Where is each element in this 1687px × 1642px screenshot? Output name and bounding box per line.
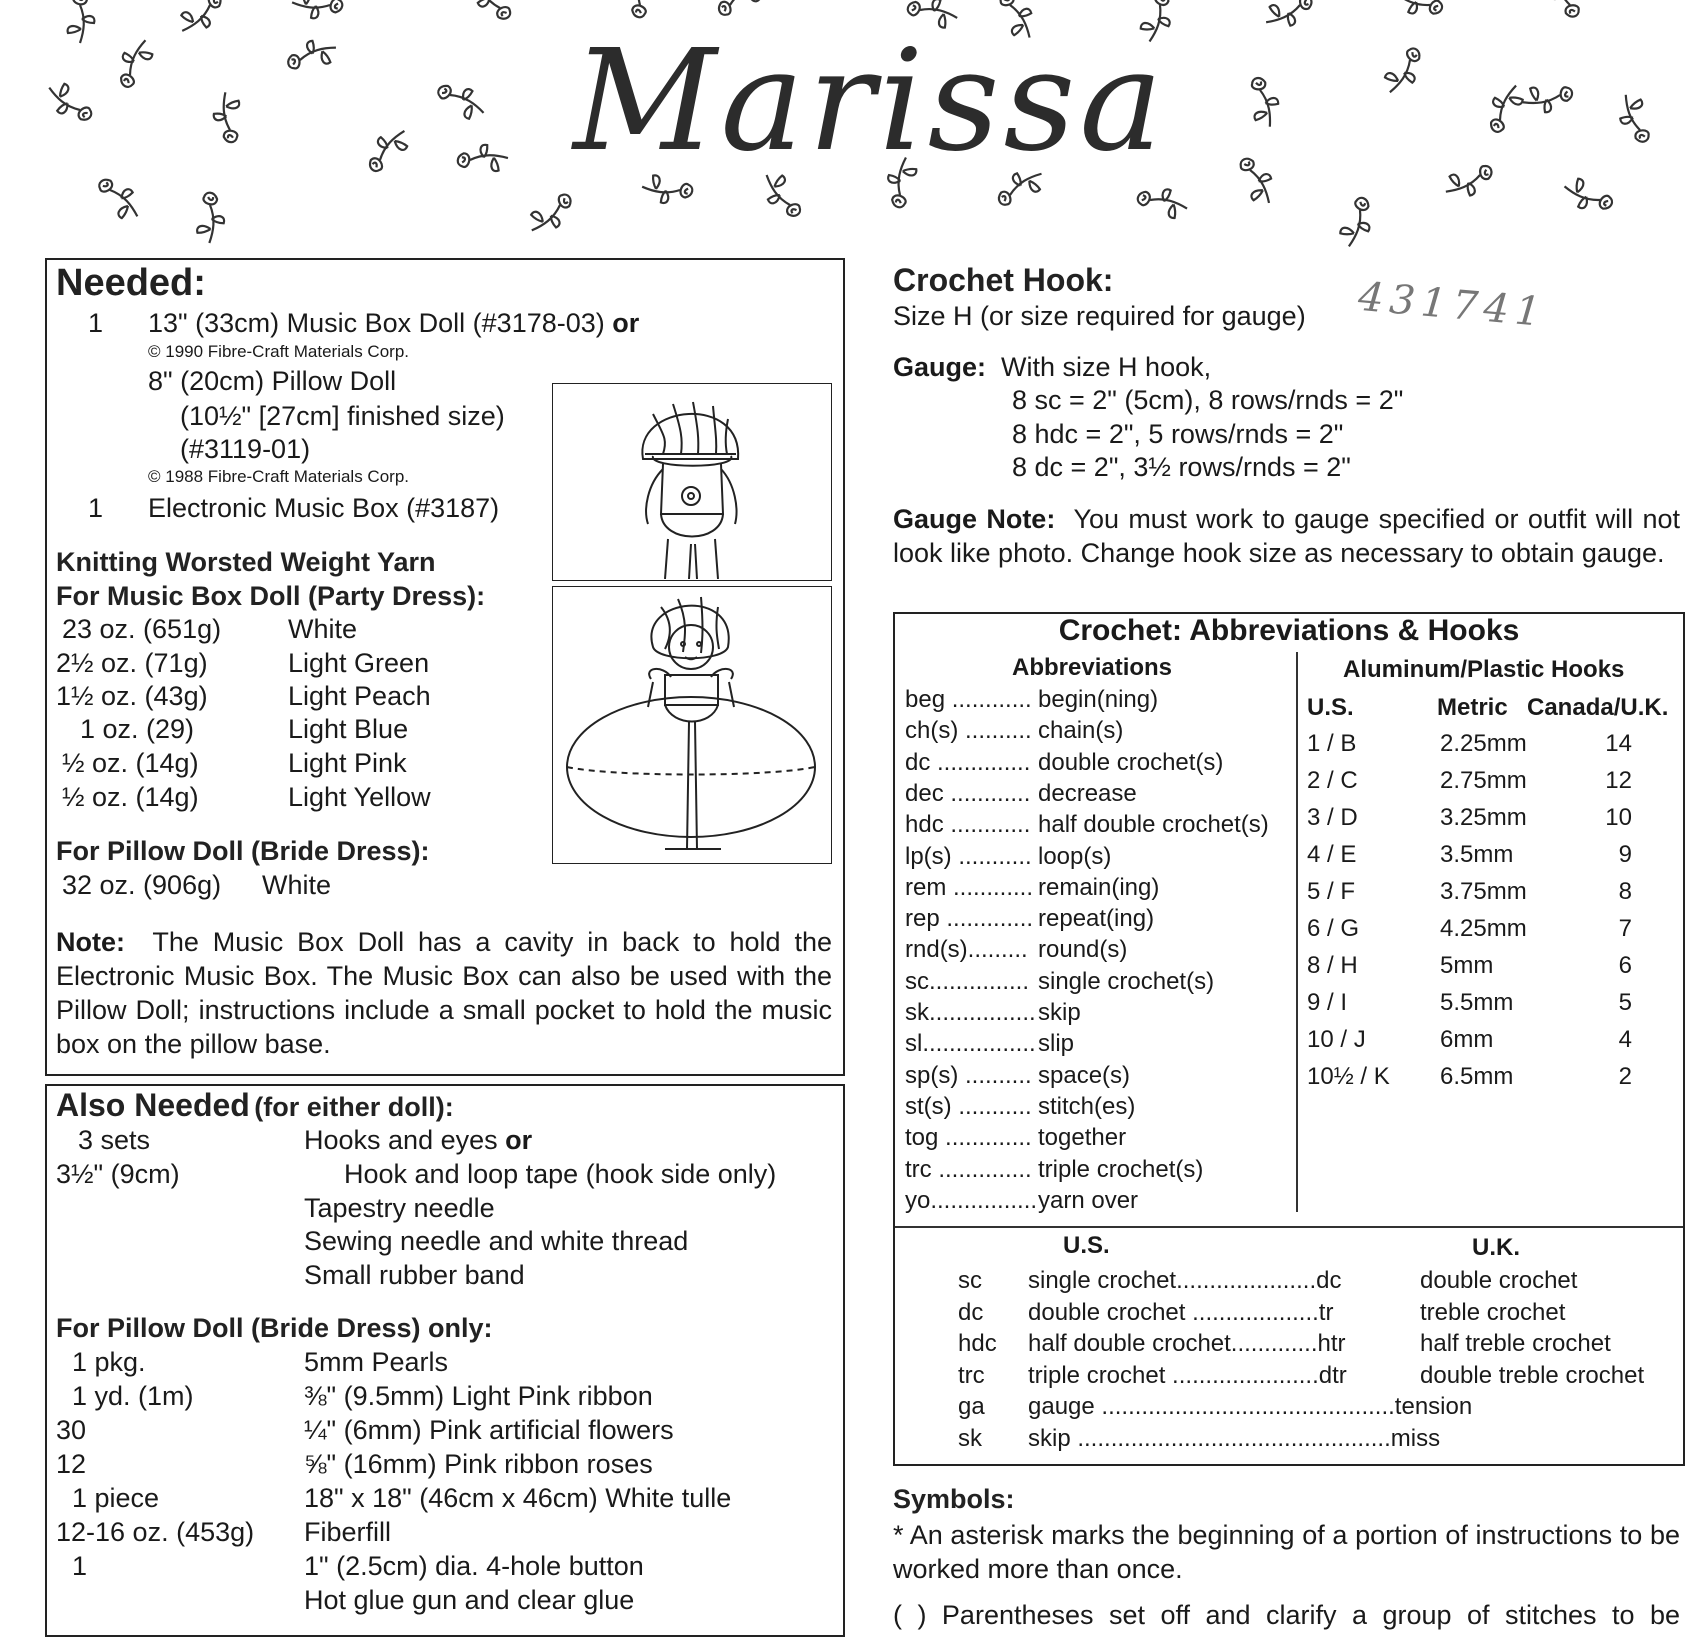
supply-desc: 5mm Pearls <box>304 1347 449 1377</box>
conversion-abbr: sc <box>958 1267 982 1294</box>
hook-us-size: 1 / B <box>1307 730 1357 757</box>
hooks-col-uk: Canada/U.K. <box>1527 694 1669 721</box>
rose-sprig <box>1520 80 1574 116</box>
item-music-box: Electronic Music Box (#3187) <box>148 493 500 523</box>
abbreviation-term: rem ............ <box>905 873 1034 901</box>
supply-qty: 1 pkg. <box>72 1347 146 1377</box>
rose-sprig <box>1389 0 1445 23</box>
supply-qty: 30 <box>56 1415 87 1445</box>
note-label: Note: <box>56 927 125 957</box>
item-pillow-size: (10½" [27cm] finished size) <box>180 401 505 431</box>
rose-sprig <box>1440 158 1497 204</box>
hook-us-size: 6 / G <box>1307 915 1360 942</box>
supply-desc: Hot glue gun and clear glue <box>304 1585 635 1615</box>
pillow-only-heading: For Pillow Doll (Bride Dress) only: <box>56 1313 493 1343</box>
hook-uk-size: 8 <box>1618 878 1632 905</box>
conversion-uk-term: treble crochet <box>1420 1298 1566 1326</box>
item-text: 13" (33cm) Music Box Doll (#3178-03) <box>148 308 613 338</box>
pillow-doll-illustration <box>552 383 832 581</box>
rose-sprig <box>93 171 148 225</box>
gauge-line: 8 sc = 2" (5cm), 8 rows/rnds = 2" <box>1012 385 1404 415</box>
supply-desc: Hooks and eyes <box>304 1125 506 1155</box>
supply-desc: Fiberfill <box>304 1517 392 1547</box>
gauge-note-text: You must work to gauge specified or outfit will not look like photo. Change hook size as necessary to obtain gauge. <box>893 504 1681 568</box>
item-music-box-doll <box>148 308 639 339</box>
rose-sprig <box>1542 0 1586 22</box>
hook-metric-size: 3.5mm <box>1440 841 1514 868</box>
gauge-note <box>893 502 1680 570</box>
supply-desc: Small rubber band <box>304 1260 525 1290</box>
hooks-heading: Aluminum/Plastic Hooks <box>1343 656 1625 683</box>
supply-hooks-eyes <box>304 1125 532 1156</box>
gauge-note-label: Gauge Note: <box>893 504 1056 534</box>
item-pillow-doll: 8" (20cm) Pillow Doll <box>148 366 397 396</box>
rose-sprig <box>1245 74 1284 129</box>
rose-sprig <box>68 0 95 43</box>
or-word: or <box>612 308 640 338</box>
abbreviation-term: sc............... <box>905 967 1030 995</box>
gauge-intro <box>893 352 1211 383</box>
supply-desc: ⅜" (9.5mm) Light Pink ribbon <box>304 1381 653 1411</box>
conversion-us-term: skip ...............................................miss <box>1028 1424 1441 1452</box>
gauge-label: Gauge: <box>893 352 987 382</box>
abbreviation-term: tog ............. <box>905 1124 1032 1152</box>
also-needed-suffix: (for either doll): <box>254 1092 454 1122</box>
yarn-color: Light Peach <box>288 681 431 711</box>
hook-us-size: 10 / J <box>1307 1026 1366 1053</box>
or-word: or <box>505 1125 533 1155</box>
music-box-note <box>56 925 832 1061</box>
conversion-us-term: half double crochet.............htr <box>1028 1330 1346 1357</box>
item-qty: 1 <box>88 308 104 338</box>
hook-metric-size: 4.25mm <box>1440 915 1527 942</box>
hook-us-size: 3 / D <box>1307 804 1358 831</box>
hook-metric-size: 5mm <box>1440 952 1494 979</box>
column-divider <box>1296 652 1298 1212</box>
rose-sprig <box>361 122 414 178</box>
conversion-us-term: gauge ............................................tension <box>1028 1393 1473 1420</box>
yarn-color: Light Green <box>288 648 430 678</box>
conversion-abbr: ga <box>958 1393 985 1420</box>
yarn-amount: ½ oz. (14g) <box>62 748 199 778</box>
yarn-amount: 2½ oz. (71g) <box>56 648 208 678</box>
hook-metric-size: 6mm <box>1440 1026 1494 1053</box>
rose-sprig <box>1379 43 1428 100</box>
music-box-doll-illustration <box>552 586 832 864</box>
abbreviation-meaning: yarn over <box>1038 1186 1139 1214</box>
yarn-heading: Knitting Worsted Weight Yarn <box>56 547 436 577</box>
hook-uk-size: 4 <box>1618 1026 1632 1053</box>
abbreviation-term: dc .............. <box>905 748 1031 776</box>
rose-sprig <box>1135 183 1190 220</box>
rose-sprig <box>624 0 658 19</box>
yarn-color: Light Yellow <box>288 782 431 812</box>
hook-uk-size: 2 <box>1618 1063 1632 1090</box>
hook-uk-size: 6 <box>1618 952 1632 979</box>
asterisk-symbol-text: * An asterisk marks the beginning of a portion of instructions to be worked more than once. <box>893 1520 1680 1584</box>
abbreviation-term: trc .............. <box>905 1155 1032 1183</box>
supply-qty: 12-16 oz. (453g) <box>56 1517 255 1547</box>
symbols-heading: Symbols: <box>893 1484 1015 1514</box>
conversion-abbr: hdc <box>958 1330 997 1357</box>
abbreviation-meaning: begin(ning) <box>1038 686 1159 713</box>
abbreviation-meaning: decrease <box>1038 779 1137 807</box>
abbreviation-term: sl................. <box>905 1030 1036 1058</box>
supply-qty: 1 yd. (1m) <box>72 1381 194 1411</box>
hook-us-size: 8 / H <box>1307 952 1358 979</box>
rose-sprig <box>712 0 769 22</box>
hook-us-size: 2 / C <box>1307 767 1358 794</box>
yarn-color: White <box>288 614 358 644</box>
rose-sprig <box>112 34 157 91</box>
parentheses-symbol-text: ( ) Parentheses set off and clarify a group of stitches to be <box>893 1600 1680 1630</box>
pillow-yarn-color: White <box>262 870 332 900</box>
rose-sprig <box>433 77 490 124</box>
hook-us-size: 9 / I <box>1307 989 1348 1016</box>
rose-sprig <box>523 188 578 242</box>
hook-metric-size: 2.75mm <box>1440 767 1527 794</box>
hook-metric-size: 2.25mm <box>1440 730 1527 757</box>
rose-sprig <box>465 0 517 27</box>
abbreviation-term: sk................ <box>905 999 1036 1026</box>
abbreviation-meaning: remain(ing) <box>1038 873 1160 901</box>
also-needed-heading: Also Needed <box>56 1087 250 1123</box>
hook-metric-size: 3.25mm <box>1440 804 1527 831</box>
supply-qty: 3 sets <box>78 1125 151 1155</box>
rose-sprig <box>291 0 343 20</box>
conversion-uk-term: double treble crochet <box>1420 1361 1645 1389</box>
abbreviation-meaning: round(s) <box>1038 936 1128 964</box>
abbreviation-meaning: single crochet(s) <box>1038 967 1215 995</box>
rose-sprig <box>1261 0 1318 35</box>
hook-uk-size: 5 <box>1618 989 1632 1016</box>
conversion-abbr: dc <box>958 1298 984 1326</box>
supply-desc: Tapestry needle <box>304 1193 495 1223</box>
supply-qty: 12 <box>56 1449 87 1479</box>
conversion-abbr: sk <box>958 1424 982 1452</box>
pillow-yarn-amount: 32 oz. (906g) <box>62 870 222 900</box>
abbreviation-meaning: triple crochet(s) <box>1038 1155 1204 1183</box>
conversion-us-heading: U.S. <box>1063 1232 1110 1259</box>
abbreviations-box-title: Crochet: Abbreviations & Hooks <box>1058 614 1520 647</box>
yarn-amount: 23 oz. (651g) <box>62 614 222 644</box>
conversion-us-term: double crochet ...................tr <box>1028 1298 1334 1326</box>
pillow-doll-drawing <box>553 384 830 579</box>
hook-uk-size: 12 <box>1605 767 1632 794</box>
abbreviation-meaning: together <box>1038 1124 1127 1152</box>
hook-metric-size: 3.75mm <box>1440 878 1527 905</box>
supply-desc: ¼" (6mm) Pink artificial flowers <box>304 1415 674 1445</box>
rose-sprig <box>1559 175 1616 218</box>
abbreviation-meaning: double crochet(s) <box>1038 748 1224 776</box>
supply-desc: Sewing needle and white thread <box>304 1226 689 1256</box>
item-qty: 1 <box>88 493 104 523</box>
yarn-color: Light Pink <box>288 748 407 778</box>
hook-metric-size: 6.5mm <box>1440 1063 1514 1090</box>
conversion-uk-heading: U.K. <box>1472 1234 1520 1261</box>
abbreviation-meaning: slip <box>1038 1030 1075 1058</box>
abbreviation-term: hdc ............ <box>905 811 1031 839</box>
yarn-amount: 1½ oz. (43g) <box>56 681 208 711</box>
hook-uk-size: 7 <box>1618 915 1632 942</box>
conversion-us-term: triple crochet ......................dtr <box>1028 1361 1347 1389</box>
rose-sprig <box>41 78 97 129</box>
conversion-us-term: single crochet.....................dc <box>1028 1267 1342 1294</box>
rose-sprig <box>211 91 244 144</box>
conversion-abbr: trc <box>958 1361 985 1389</box>
rose-sprig <box>197 193 225 244</box>
supply-desc: ⅝" (16mm) Pink ribbon roses <box>304 1449 653 1479</box>
supply-desc: 18" x 18" (46cm x 46cm) White tulle <box>304 1483 732 1513</box>
yarn-amount: ½ oz. (14g) <box>62 782 199 812</box>
conversion-uk-term: half treble crochet <box>1420 1330 1611 1357</box>
supply-qty: 1 <box>72 1551 88 1581</box>
abbreviation-meaning: stitch(es) <box>1038 1092 1136 1120</box>
supply-qty: 3½" (9cm) <box>56 1159 180 1189</box>
hooks-col-metric: Metric <box>1437 694 1508 721</box>
copyright-1988: © 1988 Fibre-Craft Materials Corp. <box>148 467 410 486</box>
hook-us-size: 10½ / K <box>1307 1063 1390 1090</box>
abbreviation-term: lp(s) ........... <box>905 842 1032 870</box>
abbreviation-term: sp(s) .......... <box>905 1061 1032 1089</box>
yarn-amount: 1 oz. (29) <box>80 714 195 744</box>
hook-uk-size: 9 <box>1618 841 1632 868</box>
abbreviation-term: beg ............ <box>905 686 1032 713</box>
supply-desc: Hook and loop tape (hook side only) <box>344 1159 777 1189</box>
abbreviation-term: rnd(s)......... <box>905 936 1028 964</box>
rose-sprig <box>174 0 229 41</box>
crochet-hook-heading: Crochet Hook: <box>893 262 1114 298</box>
supply-desc: 1" (2.5cm) dia. 4-hole button <box>304 1551 644 1581</box>
copyright-1990: © 1990 Fibre-Craft Materials Corp. <box>148 342 410 361</box>
abbreviation-meaning: loop(s) <box>1038 842 1112 870</box>
hook-uk-size: 14 <box>1605 730 1632 757</box>
hook-uk-size: 10 <box>1605 804 1632 831</box>
gauge-line: 8 hdc = 2", 5 rows/rnds = 2" <box>1012 419 1344 449</box>
pattern-title: Marissa <box>573 20 1167 183</box>
yarn-subheading: For Music Box Doll (Party Dress): <box>56 581 486 611</box>
pillow-yarn-heading: For Pillow Doll (Bride Dress): <box>56 836 430 866</box>
abbreviation-meaning: space(s) <box>1038 1061 1131 1089</box>
hook-metric-size: 5.5mm <box>1440 989 1514 1016</box>
abbreviation-term: rep ............. <box>905 905 1034 933</box>
hook-us-size: 4 / E <box>1307 841 1357 868</box>
rose-sprig <box>457 144 509 173</box>
item-pillow-number: (#3119-01) <box>180 434 311 464</box>
hook-size: Size H (or size required for gauge) <box>893 301 1306 331</box>
section-divider <box>895 1226 1683 1228</box>
hook-us-size: 5 / F <box>1307 878 1356 905</box>
yarn-color: Light Blue <box>288 714 409 744</box>
handwritten-stock-number: 431741 <box>1356 273 1549 337</box>
abbreviation-meaning: repeat(ing) <box>1038 905 1155 933</box>
abbreviation-meaning: half double crochet(s) <box>1038 811 1269 839</box>
conversion-uk-term: double crochet <box>1420 1267 1578 1294</box>
gauge-line: 8 dc = 2", 3½ rows/rnds = 2" <box>1012 452 1351 482</box>
rose-sprig <box>1612 90 1656 147</box>
hooks-col-us: U.S. <box>1307 694 1354 721</box>
gauge-intro-text: With size H hook, <box>1001 352 1212 382</box>
rose-sprig <box>1337 195 1377 251</box>
abbreviation-term: ch(s) .......... <box>905 717 1032 745</box>
abbreviation-meaning: chain(s) <box>1038 717 1124 745</box>
rose-sprig <box>284 34 340 76</box>
music-box-doll-drawing <box>553 587 830 862</box>
abbreviation-term: yo................ <box>905 1186 1038 1214</box>
needed-heading: Needed: <box>56 262 206 304</box>
rose-sprig <box>1233 152 1281 209</box>
note-text: The Music Box Doll has a cavity in back to hold the Electronic Music Box. The Music Box can also be used with the Pillow Doll; instructions include a small pocket to hold the music box on the pillow base. <box>56 927 833 1059</box>
abbreviation-meaning: skip <box>1038 999 1081 1026</box>
abbreviations-heading: Abbreviations <box>1012 654 1173 681</box>
supply-qty: 1 piece <box>72 1483 160 1513</box>
abbreviation-term: dec ............ <box>905 779 1031 807</box>
also-needed-title <box>56 1087 454 1124</box>
rose-sprig <box>1482 79 1528 136</box>
abbreviation-term: st(s) ........... <box>905 1092 1032 1120</box>
